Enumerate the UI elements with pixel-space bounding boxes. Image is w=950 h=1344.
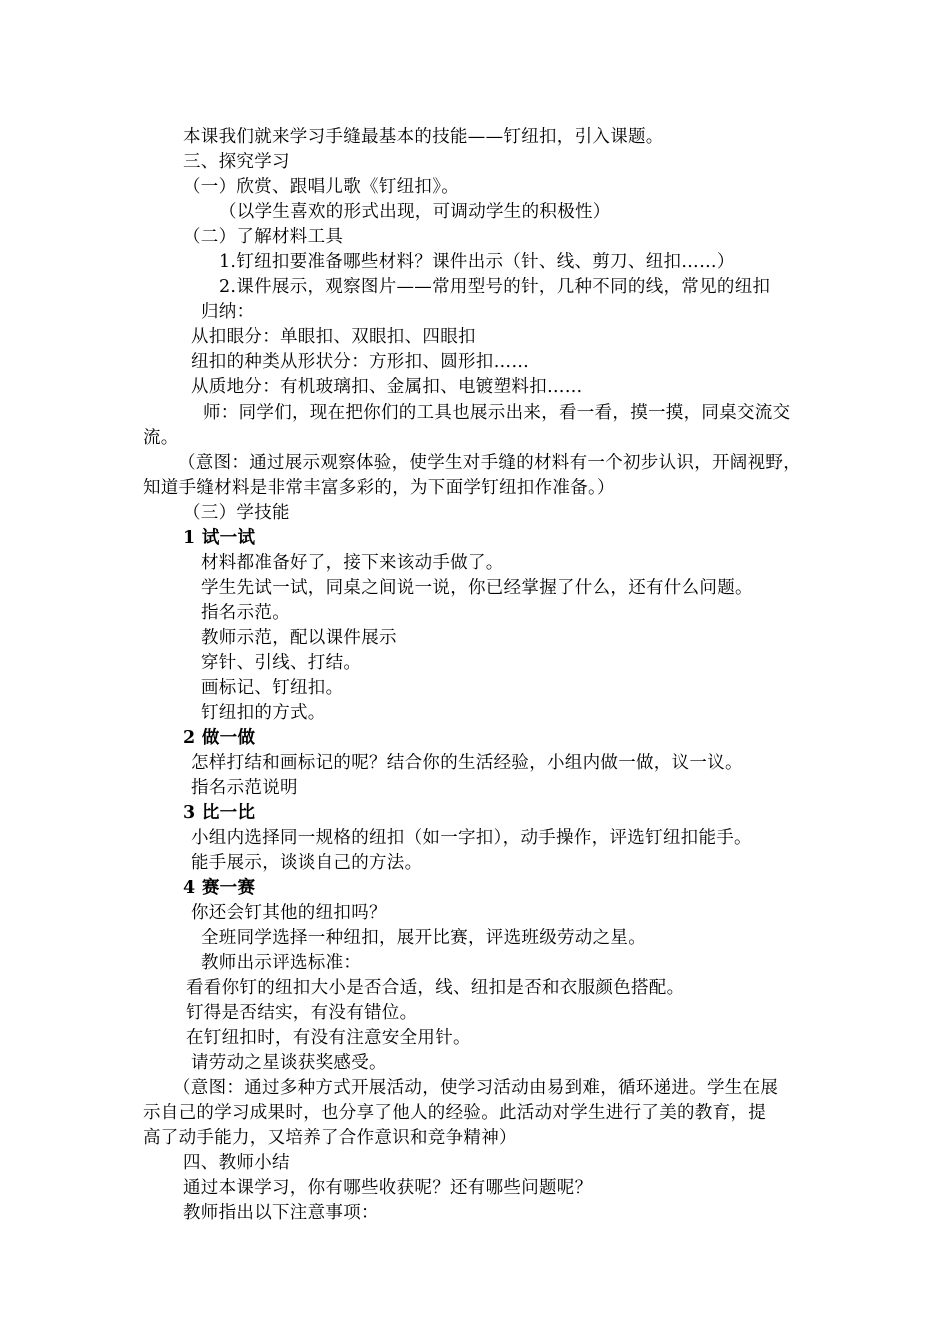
subsection-heading: （二）了解材料工具 [183, 227, 344, 247]
text-line: 教师出示评选标准： [201, 953, 362, 973]
text-line: 你还会钉其他的纽扣吗？ [191, 903, 387, 923]
text-line: 师：同学们，现在把你们的工具也展示出来，看一看，摸一摸，同桌交流交 [203, 403, 791, 423]
text-line: 教师指出以下注意事项： [183, 1203, 379, 1223]
section-heading: 三、探究学习 [183, 152, 290, 172]
text-line: 学生先试一试，同桌之间说一说，你已经掌握了什么，还有什么问题。 [201, 578, 753, 598]
text-line: 指名示范说明 [191, 778, 298, 798]
text-line: 从扣眼分：单眼扣、双眼扣、四眼扣 [191, 327, 476, 347]
text-line: 高了动手能力，又培养了合作意识和竞争精神） [143, 1128, 517, 1148]
text-line: （意图：通过多种方式开展活动，使学习活动由易到难，循环递进。学生在展 [173, 1078, 779, 1098]
text-line: 指名示范。 [201, 603, 290, 623]
text-line: 知道手缝材料是非常丰富多彩的，为下面学钉纽扣作准备。） [143, 478, 615, 498]
step-heading: 1 试一试 [183, 528, 256, 548]
text-line: 归纳： [201, 302, 255, 322]
text-line: （意图：通过展示观察体验，使学生对手缝的材料有一个初步认识，开阔视野， [178, 453, 801, 473]
text-line: 流。 [143, 428, 179, 448]
step-heading: 2 做一做 [183, 728, 256, 748]
text-line: 小组内选择同一规格的纽扣（如一字扣），动手操作，评选钉纽扣能手。 [191, 828, 752, 848]
text-line: 2.课件展示，观察图片——常用型号的针，几种不同的线，常见的纽扣 [219, 277, 771, 297]
text-line: 从质地分：有机玻璃扣、金属扣、电镀塑料扣…… [191, 377, 583, 397]
section-heading: 四、教师小结 [183, 1153, 290, 1173]
text-line: 通过本课学习，你有哪些收获呢？还有哪些问题呢？ [183, 1178, 593, 1198]
text-line: 钉纽扣的方式。 [201, 703, 326, 723]
text-line: 穿针、引线、打结。 [201, 653, 362, 673]
text-line: 本课我们就来学习手缝最基本的技能——钉纽扣，引入课题。 [183, 127, 664, 147]
text-line: 1.钉纽扣要准备哪些材料？课件出示（针、线、剪刀、纽扣……） [219, 252, 735, 272]
text-line: 材料都准备好了，接下来该动手做了。 [201, 553, 504, 573]
text-line: 能手展示，谈谈自己的方法。 [191, 853, 423, 873]
text-line: 看看你钉的纽扣大小是否合适，线、纽扣是否和衣服颜色搭配。 [186, 978, 685, 998]
text-line: 钉得是否结实，有没有错位。 [186, 1003, 418, 1023]
text-line: 请劳动之星谈获奖感受。 [191, 1053, 387, 1073]
subsection-heading: （三）学技能 [183, 503, 290, 523]
subsection-heading: （一）欣赏、跟唱儿歌《钉纽扣》。 [183, 177, 460, 197]
text-line: 全班同学选择一种纽扣，展开比赛，评选班级劳动之星。 [201, 928, 646, 948]
text-line: 教师示范，配以课件展示 [201, 628, 397, 648]
step-heading: 4 赛一赛 [183, 878, 256, 898]
text-line: 在钉纽扣时，有没有注意安全用针。 [186, 1028, 471, 1048]
text-line: 示自己的学习成果时，也分享了他人的经验。此活动对学生进行了美的教育，提 [143, 1103, 766, 1123]
text-line: 画标记、钉纽扣。 [201, 678, 344, 698]
text-line: 怎样打结和画标记的呢？结合你的生活经验，小组内做一做，议一议。 [191, 753, 743, 773]
step-heading: 3 比一比 [183, 803, 256, 823]
text-line: （以学生喜欢的形式出现，可调动学生的积极性） [219, 202, 611, 222]
text-line: 纽扣的种类从形状分：方形扣、圆形扣…… [191, 352, 530, 372]
